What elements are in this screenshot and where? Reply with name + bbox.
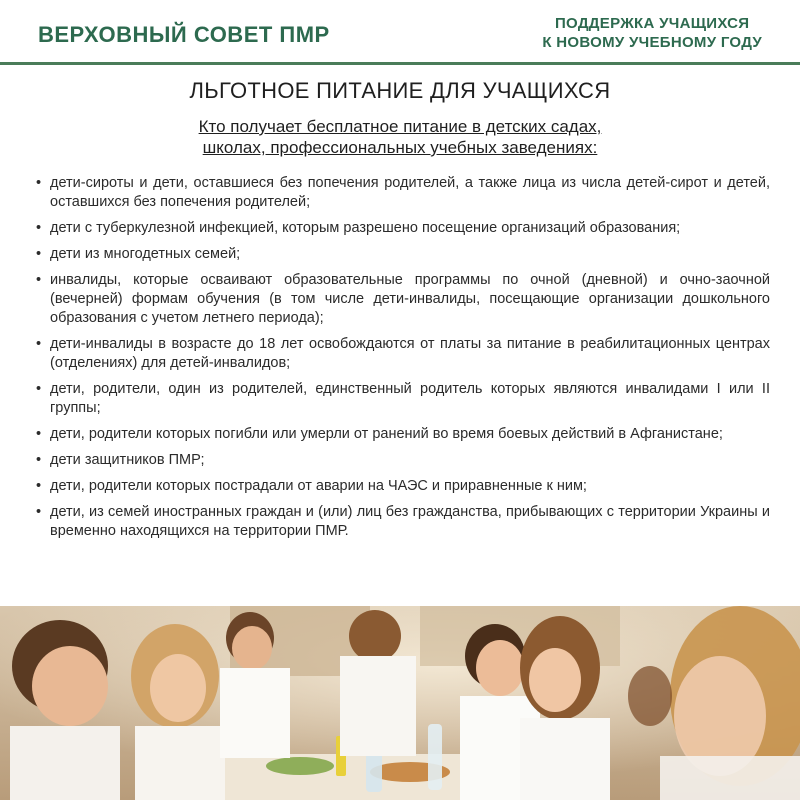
bullet-icon: • xyxy=(36,336,42,352)
list-item-text: дети, из семей иностранных граждан и (или) лиц без гражданства, прибывающих с территории Украины и временно находящихся на территории ПМР. xyxy=(50,504,770,539)
bullet-icon: • xyxy=(36,381,42,397)
list-item xyxy=(36,425,770,444)
page-header xyxy=(0,0,800,62)
list-item-text: дети-инвалиды в возрасте до 18 лет освобождаются от платы за питание в реабилитационных центрах (отделениях) для детей-инвалидов; xyxy=(50,336,770,371)
bullet-icon: • xyxy=(36,246,42,262)
list-item-text: дети, родители, один из родителей, единственный родитель которых являются инвалидами I или II группы; xyxy=(50,381,770,416)
bullet-icon: • xyxy=(36,504,42,520)
section-subtitle xyxy=(0,116,800,158)
bullet-icon: • xyxy=(36,478,42,494)
bullet-icon: • xyxy=(36,426,42,442)
list-item-text: дети из многодетных семей; xyxy=(50,246,241,262)
bullet-icon: • xyxy=(36,272,42,288)
list-item-text: дети с туберкулезной инфекцией, которым разрешено посещение организаций образования; xyxy=(50,220,681,236)
bullet-icon: • xyxy=(36,220,42,236)
list-item-text: инвалиды, которые осваивают образовательные программы по очной (дневной) и очно-заочной (вечерней) формам обучения (в том числе дети-инвалиды, посещающие организации дошкольного образования с учетом летнего периода); xyxy=(50,272,770,326)
header-divider xyxy=(0,62,800,65)
campaign-title-line1: ПОДДЕРЖКА УЧАЩИХСЯ xyxy=(554,15,750,32)
subtitle-line2: школах, профессиональных учебных заведениях: xyxy=(202,138,598,157)
cafeteria-illustration xyxy=(0,606,800,800)
list-item-text: дети-сироты и дети, оставшиеся без попечения родителей, а также лица из числа детей-сирот и детей, оставшихся без попечения родителей; xyxy=(50,175,770,210)
organization-name: ВЕРХОВНЫЙ СОВЕТ ПМР xyxy=(38,22,330,47)
subtitle-line1: Кто получает бесплатное питание в детских садах, xyxy=(198,117,602,136)
list-item xyxy=(36,271,770,328)
page-title: ЛЬГОТНОЕ ПИТАНИЕ ДЛЯ УЧАЩИХСЯ xyxy=(189,78,611,103)
beneficiaries-list xyxy=(36,174,770,548)
campaign-title xyxy=(542,14,762,52)
cafeteria-photo xyxy=(0,606,800,800)
list-item xyxy=(36,219,770,238)
list-item xyxy=(36,451,770,470)
bullet-icon: • xyxy=(36,452,42,468)
list-item xyxy=(36,477,770,496)
list-item xyxy=(36,174,770,212)
campaign-title-line2: К НОВОМУ УЧЕБНОМУ ГОДУ xyxy=(542,34,762,51)
list-item-text: дети, родители которых погибли или умерли от ранений во время боевых действий в Афганистане; xyxy=(50,426,723,442)
list-item xyxy=(36,380,770,418)
list-item-text: дети, родители которых пострадали от аварии на ЧАЭС и приравненные к ним; xyxy=(50,478,587,494)
bullet-icon: • xyxy=(36,175,42,191)
list-item xyxy=(36,245,770,264)
list-item xyxy=(36,503,770,541)
list-item xyxy=(36,335,770,373)
list-item-text: дети защитников ПМР; xyxy=(50,452,205,468)
